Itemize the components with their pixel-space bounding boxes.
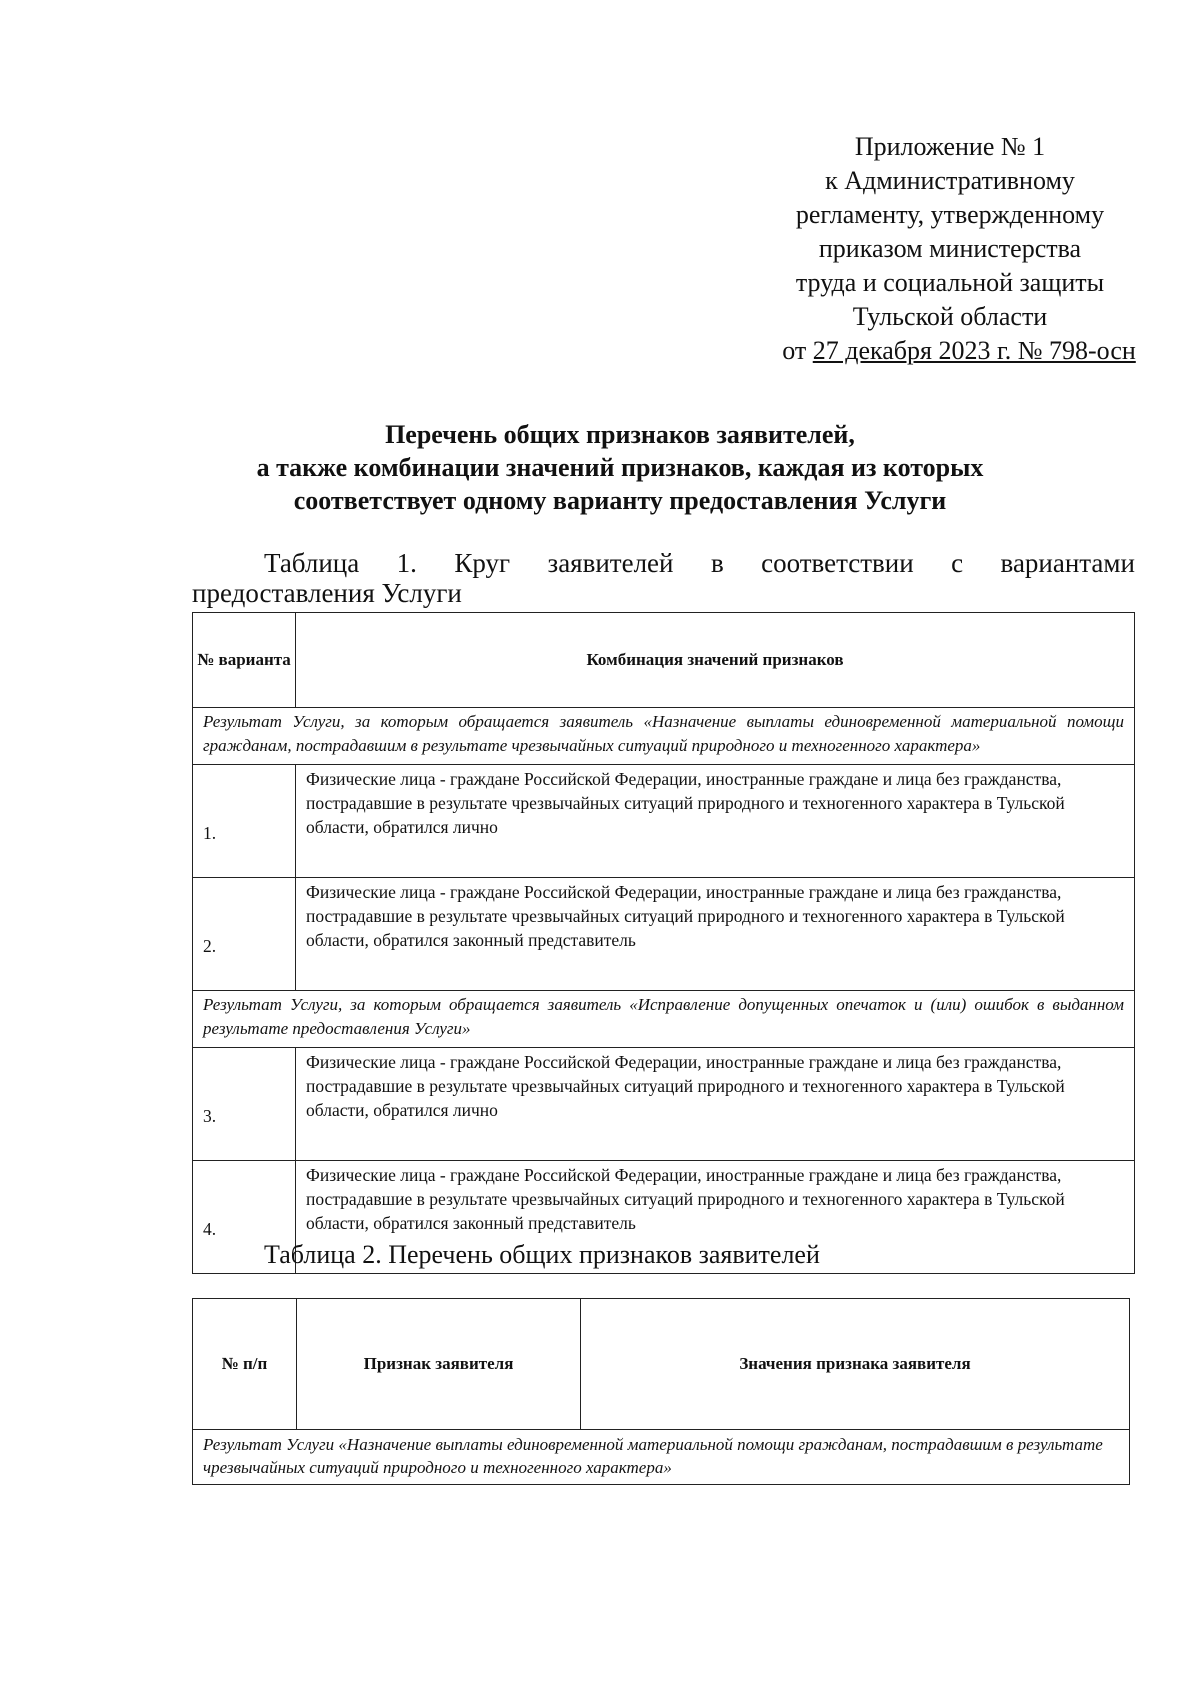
appendix-date-value: 27 декабря 2023 г. № 798-осн	[812, 336, 1136, 365]
appendix-line: труда и социальной защиты	[795, 268, 1105, 297]
section-result-text: Результат Услуги, за которым обращается заявитель «Исправление допущенных опечаток и (или) ошибок в выданном результате предоставления Услуги»	[193, 991, 1135, 1048]
table2-section-row	[193, 1430, 1130, 1485]
appendix-line: регламенту, утвержденному	[795, 200, 1105, 229]
table1-caption-line1	[192, 548, 1135, 578]
section-result-text: Результат Услуги, за которым обращается заявитель «Назначение выплаты единовременной материальной помощи гражданам, пострадавшим в результате чрезвычайных ситуаций природного и техногенного характера»	[193, 708, 1135, 765]
table-row	[193, 1048, 1135, 1161]
caption-word: вариантами	[1000, 548, 1135, 578]
variant-description: Физические лица - граждане Российской Федерации, иностранные граждане и лица без гражданства, пострадавшие в результате чрезвычайных ситуаций природного и техногенного характера в Тульской области, обратился лично	[296, 1048, 1135, 1161]
table1-section-row	[193, 708, 1135, 765]
appendix-line: к Административному	[825, 166, 1075, 195]
header-row-number: № п/п	[193, 1299, 297, 1430]
caption-word: в	[710, 548, 724, 578]
table1-caption-line2: предоставления Услуги	[192, 578, 462, 608]
variant-number: 1.	[193, 765, 296, 878]
header-variant-number: № варианта	[193, 613, 296, 708]
appendix-line: приказом министерства	[818, 234, 1082, 263]
caption-word: соответствии	[761, 548, 914, 578]
variant-description: Физические лица - граждане Российской Федерации, иностранные граждане и лица без гражданства, пострадавшие в результате чрезвычайных ситуаций природного и техногенного характера в Тульской области, обратился законный представитель	[296, 878, 1135, 991]
caption-word: с	[951, 548, 964, 578]
appendix-header	[760, 130, 1140, 368]
table-row	[193, 765, 1135, 878]
table2	[192, 1298, 1130, 1485]
caption-word: 1.	[396, 548, 417, 578]
section-result-text: Результат Услуги «Назначение выплаты единовременной материальной помощи гражданам, пострадавшим в результате чрезвычайных ситуаций природного и техногенного характера»	[193, 1430, 1130, 1485]
variant-number: 4.	[193, 1161, 296, 1274]
document-title	[190, 418, 1050, 517]
header-feature-values: Значения признака заявителя	[581, 1299, 1130, 1430]
table2-header-row	[193, 1299, 1130, 1430]
table1	[192, 612, 1135, 1274]
title-line: а также комбинации значений признаков, каждая из которых	[256, 453, 984, 482]
table-row	[193, 878, 1135, 991]
table1-caption	[192, 548, 1135, 608]
variant-number: 3.	[193, 1048, 296, 1161]
table1-section-row	[193, 991, 1135, 1048]
appendix-date	[760, 334, 1140, 368]
appendix-line: Приложение № 1	[854, 132, 1046, 161]
appendix-line: Тульской области	[852, 302, 1048, 331]
table2-caption: Таблица 2. Перечень общих признаков заявителей	[264, 1240, 820, 1269]
table1-header-row	[193, 613, 1135, 708]
title-line: соответствует одному варианту предоставления Услуги	[293, 486, 947, 515]
caption-word: заявителей	[547, 548, 674, 578]
caption-word: Круг	[454, 548, 511, 578]
variant-number: 2.	[193, 878, 296, 991]
variant-description: Физические лица - граждане Российской Федерации, иностранные граждане и лица без гражданства, пострадавшие в результате чрезвычайных ситуаций природного и техногенного характера в Тульской области, обратился лично	[296, 765, 1135, 878]
header-applicant-feature: Признак заявителя	[297, 1299, 581, 1430]
variant-description: Физические лица - граждане Российской Федерации, иностранные граждане и лица без гражданства, пострадавшие в результате чрезвычайных ситуаций природного и техногенного характера в Тульской области, обратился законный представитель	[296, 1161, 1135, 1274]
header-combination: Комбинация значений признаков	[296, 613, 1135, 708]
title-line: Перечень общих признаков заявителей,	[385, 420, 855, 449]
caption-word: Таблица	[264, 548, 360, 578]
appendix-date-prefix: от	[782, 336, 813, 365]
